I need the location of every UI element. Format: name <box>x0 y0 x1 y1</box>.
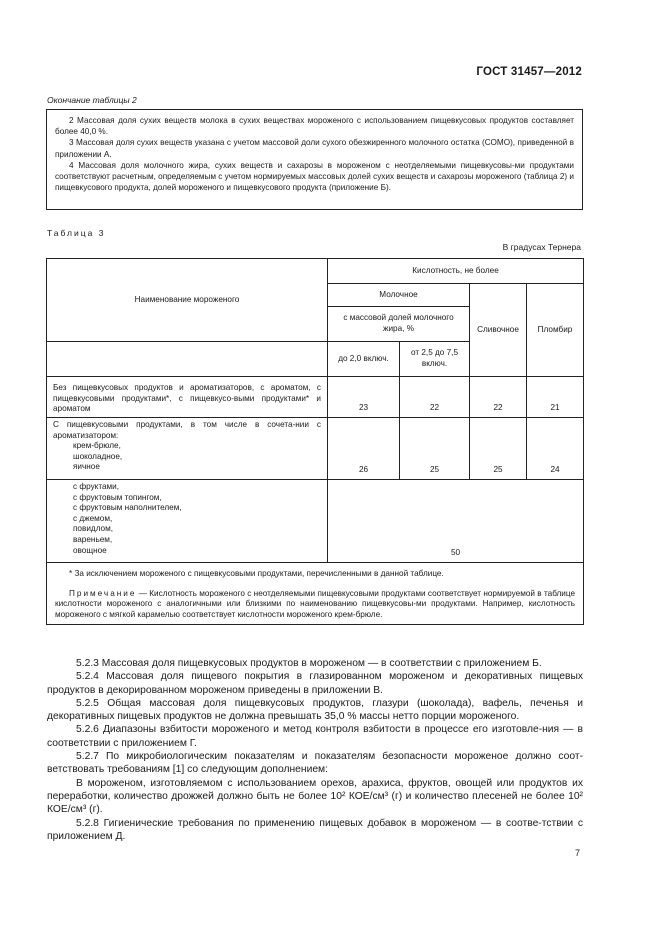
table2-note: 2 Массовая доля сухих веществ молока в сухих веществах мороженого с использованием пищевкусовых продуктов составляет более 40,0 %. <box>55 116 574 137</box>
paragraph: 5.2.4 Массовая доля пищевого покрытия в глазированном мороженом и декоративных пищевых продуктов в декорированном мороженом приведены в приложении В. <box>47 671 583 696</box>
row-name-group <box>47 480 328 563</box>
row-value: 26 <box>328 418 400 480</box>
row-subitem: вареньем, <box>73 534 113 544</box>
row-subitem: с джемом, <box>73 513 113 523</box>
table-note <box>55 589 575 621</box>
table2-tail-caption: Окончание таблицы 2 <box>47 95 137 105</box>
row-value: 25 <box>400 418 470 480</box>
row-value: 25 <box>470 418 527 480</box>
header-fat-low: до 2,0 включ. <box>328 342 400 377</box>
body-text <box>47 657 583 843</box>
row-merged-value: 50 <box>328 480 584 563</box>
table-row <box>47 377 584 418</box>
row-name: С пищевкусовыми продуктами, в том числе в сочета-нии с ароматизатором: <box>53 420 321 440</box>
row-name: Без пищевкусовых продуктов и ароматизаторов, с ароматом, с пищевкусовыми продуктами*, с пищевкусо-выми продуктами* и ароматом <box>47 377 328 418</box>
table-footnote: * За исключением мороженого с пищевкусовыми продуктами, перечисленными в данной таблице. <box>69 569 444 578</box>
note-label: Примечание <box>69 588 137 598</box>
header-name-spacer <box>47 342 328 377</box>
page-number: 7 <box>574 848 580 858</box>
table3-units: В градусах Тернера <box>502 242 581 252</box>
standard-number: ГОСТ 31457—2012 <box>476 66 582 78</box>
header-milk: Молочное <box>328 284 470 307</box>
header-fat-high: от 2,5 до 7,5 включ. <box>400 342 470 377</box>
table-row <box>47 418 584 480</box>
table2-notes-box <box>46 109 583 210</box>
table2-note: 3 Массовая доля сухих веществ указана с учетом массовой доли сухого обезжиренного молочного остатка (СОМО), приведенной в приложении А. <box>55 138 574 159</box>
row-value: 23 <box>328 377 400 418</box>
row-subitem: повидлом, <box>73 524 114 534</box>
row-value: 22 <box>400 377 470 418</box>
table2-note: 4 Массовая доля молочного жира, сухих веществ и сахарозы в мороженом с неотделяемыми пищевкусовы-ми продуктами соответствуют расчетным, определяемым с учетом нормируемых массовых долей сухих веществ и сахарозы мороженого (таблица 2) и пищевкусового продукта, долей мороженого и пищевкусового продукта (приложение Б). <box>55 160 574 193</box>
table-footer-row <box>47 563 584 625</box>
row-subitem: крем-брюле, <box>73 441 121 451</box>
row-value: 22 <box>470 377 527 418</box>
row-subitem: овощное <box>73 545 107 555</box>
table-footer <box>47 563 584 625</box>
note-text: — Кислотность мороженого с неотделяемыми пищевкусовыми продуктами соответствует нормируемой в таблице кислотности мороженого с аналогичными или близкими по наименованию пищевкусовы-ми продуктами. Например, кислотность мороженого с мягкой карамелью соответствует кислотности мороженого крем-брюле. <box>55 588 576 619</box>
paragraph: 5.2.7 По микробиологическим показателям и показателям безопасности мороженое должно соот-ветствовать требованиям [1] со следующим дополнением: <box>47 751 583 776</box>
row-subitem: яичное <box>73 462 100 472</box>
row-subitem: с фруктами, <box>73 482 120 491</box>
row-subitem: шоколадное, <box>73 451 123 461</box>
row-subitem: с фруктовым топингом, <box>73 492 162 502</box>
header-acidity: Кислотность, не более <box>328 259 584 284</box>
paragraph: 5.2.6 Диапазоны взбитости мороженого и метод контроля взбитости в процессе его изготовле-ния — в соответствии с приложением Г. <box>47 724 583 749</box>
table-row <box>47 480 584 563</box>
row-value: 21 <box>527 377 584 418</box>
header-cream: Сливочное <box>470 284 527 377</box>
header-milk-fat: с массовой долей молочного жира, % <box>328 307 470 342</box>
paragraph: 5.2.5 Общая массовая доля пищевкусовых продуктов, глазури (шоколада), вафель, печенья и декоративных пищевых продуктов не должна превышать 35,0 % массы нетто порции мороженого. <box>47 697 583 723</box>
acidity-table <box>46 258 584 625</box>
row-subitem: с фруктовым наполнителем, <box>73 503 182 513</box>
table3-caption: Таблица 3 <box>47 228 106 238</box>
row-name-group <box>47 418 328 480</box>
paragraph: 5.2.8 Гигиенические требования по применению пищевых добавок в мороженом — в соотве-тствии с приложением Д. <box>47 817 583 842</box>
row-value: 24 <box>527 418 584 480</box>
paragraph: В мороженом, изготовляемом с использованием орехов, арахиса, фруктов, овощей или продуктов их переработки, количество дрожжей должно быть не более 10² КОЕ/см³ (г) и количество плесеней не более 10² КОЕ/см³ (г). <box>47 777 583 816</box>
paragraph: 5.2.3 Массовая доля пищевкусовых продуктов в мороженом — в соответствии с приложением Б. <box>76 658 542 669</box>
header-plombir: Пломбир <box>527 284 584 377</box>
header-name: Наименование мороженого <box>47 259 328 342</box>
